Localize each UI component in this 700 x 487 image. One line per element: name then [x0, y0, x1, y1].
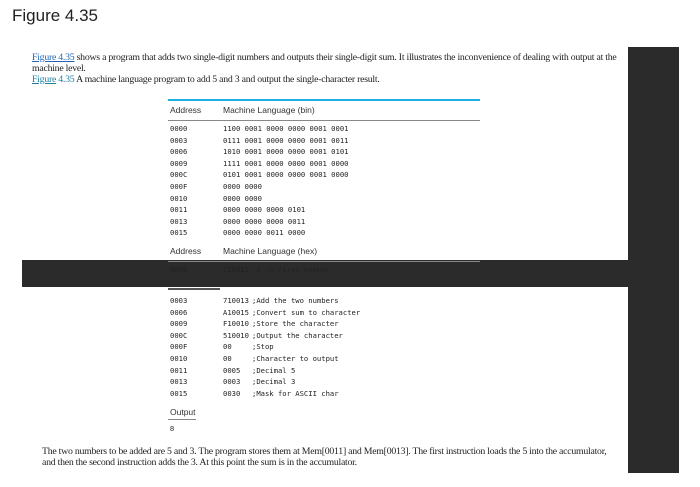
row-binary-code: 0000 0000 [223, 193, 262, 203]
row-address: 0013 [170, 216, 188, 226]
hex-rows [168, 295, 480, 399]
table-top-rule [168, 99, 480, 101]
row-binary-code: 1010 0001 0000 0000 0001 0101 [223, 147, 349, 157]
row-binary-code: 0000 0000 [223, 181, 262, 191]
row-comment: ;Store the character [252, 319, 339, 329]
row-binary-code: 0000 0000 0000 0011 [223, 216, 306, 226]
output-value: 8 [170, 424, 175, 433]
hex-row [168, 318, 480, 330]
row-comment: ;Decimal 3 [252, 377, 296, 387]
hex-row-first [168, 264, 480, 276]
row-address: 000C [170, 170, 188, 180]
hex-row [168, 353, 480, 365]
figure-caption [32, 74, 380, 85]
row-hex: 510010 [223, 330, 249, 340]
row-address: 0000 [170, 124, 188, 133]
row-address: 0010 [170, 353, 188, 363]
intro-text: shows a program that adds two single-digit numbers and outputs their single-digit sum. It illustrates the inconvenience of dealing with output at the machine level. [32, 52, 617, 74]
hex-table-header [168, 246, 480, 258]
row-comment: ;Decimal 5 [252, 365, 296, 375]
row-address: 0009 [170, 158, 188, 168]
row-address: 0011 [170, 205, 188, 215]
row-binary-code: 0000 0000 0011 0000 [223, 228, 306, 238]
row-address: 0010 [170, 193, 188, 203]
hex-row [168, 307, 480, 319]
binary-row [168, 169, 480, 181]
binary-row [168, 193, 480, 205]
binary-table-header [168, 105, 480, 117]
body-paragraph: The two numbers to be added are 5 and 3. The program stores them at Mem[0011] and Mem[0013]. The first instruction loads the 5 into the accumulator, and then the second instruction adds the 3. At this point the sum is in the accumulator. [42, 446, 607, 468]
header-divider [168, 120, 480, 121]
caption-figure-link[interactable]: Figure [32, 74, 57, 85]
col-machine-bin: Machine Language (bin) [223, 105, 315, 115]
hex-row [168, 376, 480, 388]
row-address: 0011 [170, 365, 188, 375]
binary-row [168, 181, 480, 193]
binary-row [168, 204, 480, 216]
col-machine-hex: Machine Language (hex) [223, 245, 318, 256]
row-binary-code: 1100 0001 0000 0000 0001 0001 [223, 124, 349, 133]
binary-row [168, 123, 480, 135]
binary-row [168, 227, 480, 239]
page-fragment-top [22, 47, 628, 274]
row-address: 0003 [170, 135, 188, 145]
cut-rule [168, 288, 220, 290]
row-address: 0015 [170, 228, 188, 238]
row-hex: 0005 [223, 365, 241, 375]
row-comment: ;Mask for ASCII char [252, 388, 339, 398]
row-hex: F10010 [223, 319, 249, 329]
binary-row [168, 216, 480, 228]
row-hex: 0003 [223, 377, 241, 387]
row-comment: ;Output the character [252, 330, 343, 340]
row-address: 0013 [170, 377, 188, 387]
figure-link[interactable]: Figure 4.35 [32, 52, 75, 63]
hex-row [168, 341, 480, 353]
row-hex: 710013 [223, 296, 249, 305]
hex-row [168, 365, 480, 377]
row-address: 0009 [170, 319, 188, 329]
binary-rows [168, 123, 480, 239]
figure-title: Figure 4.35 [12, 6, 98, 25]
row-address: 0006 [170, 307, 188, 317]
header-divider-hex [168, 261, 480, 262]
hex-row [168, 388, 480, 400]
binary-row [168, 146, 480, 158]
row-hex: 00 [223, 342, 232, 352]
row-comment: ;Stop [252, 342, 274, 352]
binary-row [168, 135, 480, 147]
row-comment: ;Convert sum to character [252, 307, 361, 317]
row-binary-code: 0000 0000 0000 0101 [223, 205, 306, 215]
caption-number: 4.35 [56, 74, 75, 85]
output-label: Output [170, 407, 196, 417]
row-address: 0006 [170, 147, 188, 157]
hex-row [168, 330, 480, 342]
hex-table-continued [168, 287, 480, 399]
caption-text: A machine language program to add 5 and 3 and output the single-character result. [74, 74, 380, 85]
row-address: 000F [170, 181, 188, 191]
row-address: 000F [170, 342, 188, 352]
row-address: 0003 [170, 296, 188, 305]
intro-paragraph [32, 52, 620, 74]
row-address: 0000 [170, 264, 188, 274]
row-binary-code: 0111 0001 0000 0000 0001 0011 [223, 135, 349, 145]
row-hex: A10015 [223, 307, 249, 317]
output-divider [168, 419, 196, 420]
hex-row [168, 295, 480, 307]
row-binary-code: 0101 0001 0000 0000 0001 0000 [223, 170, 349, 180]
row-comment: ;Character to output [252, 353, 339, 363]
row-hex: 0030 [223, 388, 241, 398]
row-address: 0015 [170, 388, 188, 398]
row-address: 000C [170, 330, 188, 340]
col-address: Address [170, 105, 202, 115]
page-fragment-bottom [22, 287, 628, 473]
row-comment: ;Add the two numbers [252, 296, 339, 305]
row-comment: ;A := first number [252, 264, 330, 274]
row-hex: 00 [223, 353, 232, 363]
binary-table [168, 99, 480, 276]
row-hex: C10011 [223, 264, 249, 274]
row-binary-code: 1111 0001 0000 0000 0001 0000 [223, 158, 349, 168]
col-address-hex: Address [170, 245, 202, 256]
binary-row [168, 158, 480, 170]
